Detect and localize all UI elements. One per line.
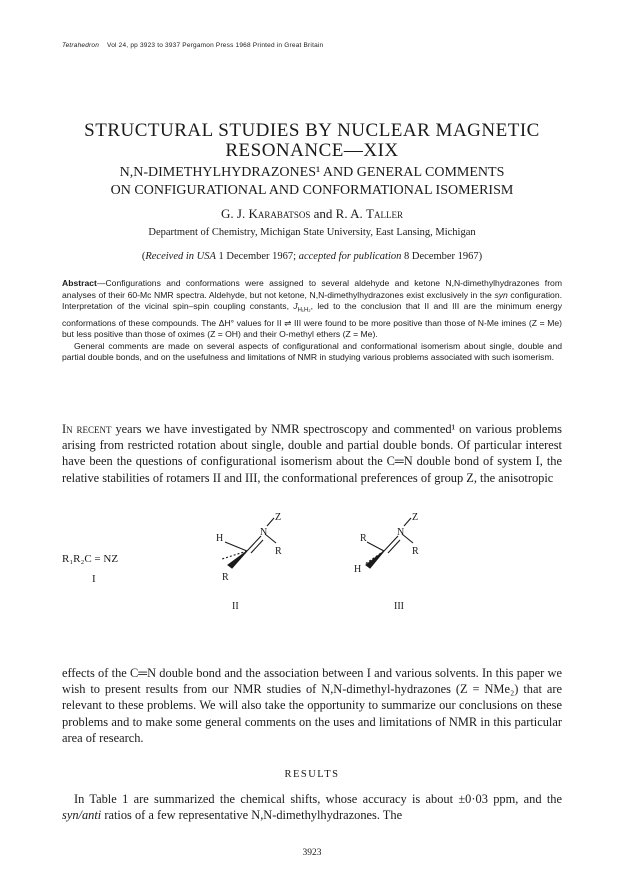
page-number: 3923 (302, 848, 322, 858)
structure-II (222, 518, 276, 568)
journal-name: Tetrahedron (62, 42, 100, 49)
atom-R-III-b: R (412, 546, 419, 557)
author1-initials: G. J. (221, 206, 249, 221)
author1-surname: Karabatsos (248, 206, 311, 221)
paragraph-3-text-b: ratios of a few representative N,N-dimethylhydrazones. The (101, 808, 403, 823)
atom-Z-II: Z (275, 512, 282, 523)
abstract-text-c: , led to the conclusion that II and III are the minimum energy conformations of these compounds. The ΔH° values for II ⇌ III were found to be more positive than those of N-Me imines (Z = Me) but less positive than those of oximes (Z = OH) and their O-methyl ethers (Z = Me). (62, 301, 563, 340)
received-label: Received in USA (145, 251, 216, 262)
author-conjunction: and (310, 206, 336, 221)
bond-r-c-III (367, 542, 384, 551)
wedge-bond-III (366, 551, 384, 568)
subtitle-line-1: N,N-DIMETHYLHYDRAZONES¹ AND GENERAL COMMENTS (119, 165, 505, 180)
formula-I: R₁R₂C = NZ (62, 553, 119, 565)
bond-c-n-II-a (247, 536, 261, 551)
accepted-label: accepted for publication (298, 251, 402, 262)
bond-c-n-III-b (388, 540, 400, 553)
body-paragraph-1 (62, 421, 562, 486)
drop-cap: I (62, 422, 67, 436)
abstract-paragraph-2: General comments are made on several aspects of configurational and conformational isomerism about single, double and partial double bonds, and on the usefulness and limitations of NMR in studying various problems associated with such isomerism. (62, 340, 562, 363)
running-head (62, 42, 562, 49)
paragraph-1-text: years we have investigated by NMR spectroscopy and commented¹ on various problems arising from restricted rotation about single, double and partial double bonds. Of particular interest have been the questions of configurational isomerism about the C═N double bond of system I, the relative stabilities of rotamers II and III, the conformational preferences of group Z, the anisotropic (62, 422, 562, 485)
author2-surname: Taller (366, 206, 403, 221)
received-line (62, 251, 562, 262)
chemical-structures (62, 510, 562, 620)
affiliation: Department of Chemistry, Michigan State University, East Lansing, Michigan (148, 227, 476, 238)
abstract-label: Abstract (62, 278, 97, 288)
body-paragraph-3 (62, 791, 562, 823)
abstract-text-a: —Configurations and conformations were assigned to several aldehyde and ketone N,N-dimethylhydrazones from analyses of their 60-Mc NMR spectra. Aldehyde, but not ketone, N,N-dimethylhydrazones exist exclusively in the (62, 278, 562, 300)
abstract-syn: syn (494, 289, 508, 300)
structure-I (62, 553, 118, 585)
bond-c-n-III-a (384, 536, 398, 551)
subtitle-line-2: ON CONFIGURATIONAL AND CONFORMATIONAL ISOMERISM (110, 183, 514, 198)
label-I: I (92, 573, 96, 585)
bond-h-c-II (225, 542, 247, 551)
body-paragraph-2 (62, 665, 562, 746)
subtitle (62, 164, 562, 200)
title-line-1: STRUCTURAL STUDIES BY NUCLEAR MAGNETIC (84, 120, 540, 141)
atom-H-II: H (216, 533, 224, 544)
citation: Vol 24, pp 3923 to 3937 Pergamon Press 1968 Printed in Great Britain (107, 42, 324, 49)
lead-in: n recent (66, 422, 112, 436)
abstract-text-b: configuration. Interpretation of the vicinal spin–spin coupling constants, (62, 289, 562, 312)
abstract-j: J (293, 301, 298, 312)
abstract-j-subscript: H₁H₂ (297, 307, 311, 314)
accepted-date: 8 December 1967) (401, 251, 483, 262)
atom-N-III: N (397, 527, 405, 538)
received-date: 1 December 1967; (215, 251, 299, 262)
paragraph-3-text-a: In Table 1 are summarized the chemical shifts, whose accuracy is about ±0·03 ppm, and the (74, 792, 562, 806)
atom-H-III: H (354, 564, 362, 575)
section-heading-results: RESULTS (284, 769, 340, 780)
author2-initials: R. A. (335, 206, 367, 221)
received-open: ( (141, 251, 146, 262)
atom-Z-III: Z (412, 512, 419, 523)
syn-anti: syn/anti (62, 808, 102, 823)
title-line-2: RESONANCE—XIX (225, 140, 399, 161)
abstract-paragraph-1 (62, 278, 562, 341)
atom-R-II-a: R (275, 546, 282, 557)
label-III: III (394, 601, 404, 612)
atom-R-III-a: R (360, 533, 367, 544)
bond-c-n-II-b (251, 540, 263, 553)
label-II: II (232, 601, 239, 612)
atom-R-II-b: R (222, 572, 229, 583)
structure-III (365, 518, 413, 568)
atom-N-II: N (260, 527, 268, 538)
abstract (62, 278, 562, 364)
authors (62, 206, 562, 222)
bond-n-z-II (267, 518, 274, 526)
paragraph-2-text: effects of the C═N double bond and the association between I and various solvents. In this paper we wish to present results from our NMR studies of N,N-dimethyl-hydrazones (Z = NMe₂) that are relevant to these problems. We will also take the opportunity to summarize our conclusions on these problems and to make some general comments on the uses and limitations of NMR in this particular area of research. (62, 666, 562, 745)
bond-n-z-III (404, 518, 411, 526)
